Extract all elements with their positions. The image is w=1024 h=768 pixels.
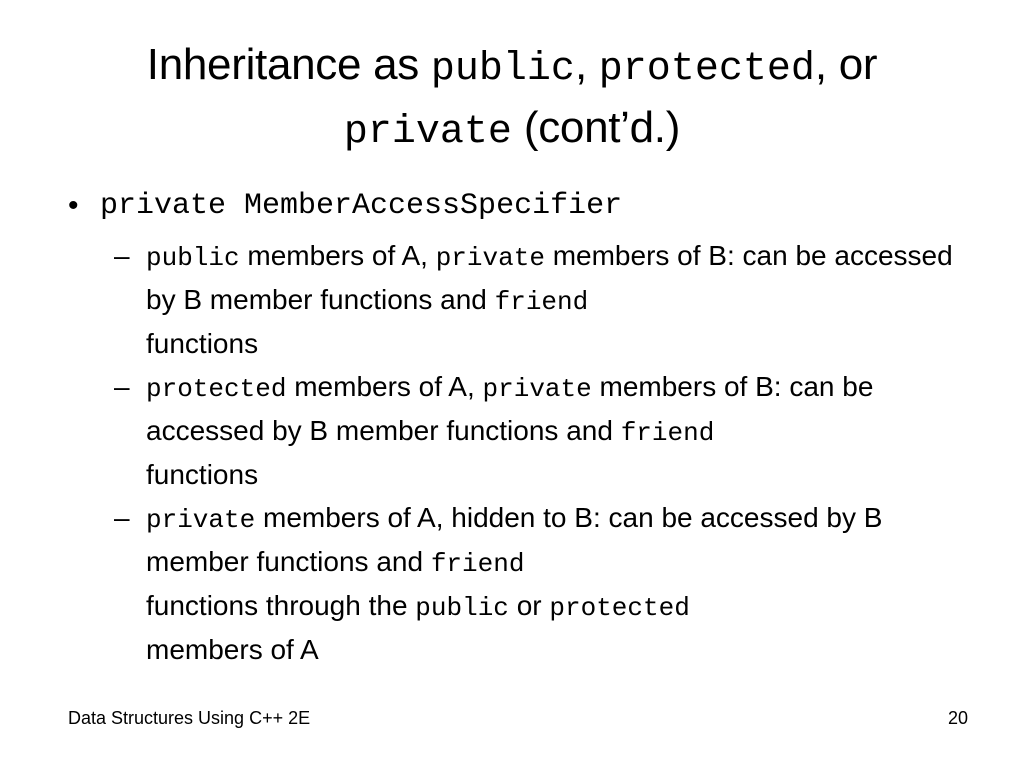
code-protected: protected [549, 593, 690, 623]
text-segment: members of A, [286, 371, 483, 402]
code-public: public [415, 593, 509, 623]
text-segment: members of B: can be accessed by B member functions and [146, 371, 874, 446]
slide-title [40, 36, 984, 162]
title-code-private: private [343, 110, 512, 155]
code-friend: friend [620, 418, 715, 448]
sub-item-dash: – [114, 371, 130, 402]
sub-item-text [146, 235, 974, 365]
sub-item-text [146, 366, 974, 496]
title-text-3: , or [814, 40, 878, 89]
text-segment: or [508, 590, 550, 621]
text-segment: members of A [146, 634, 319, 665]
title-text-4: (cont’d.) [511, 103, 681, 152]
title-text-2: , [574, 40, 599, 89]
code-private: private [482, 374, 592, 404]
text-segment: functions through the [146, 590, 416, 621]
bullet-text: private MemberAccessSpecifier [100, 189, 623, 223]
text-segment: functions [146, 459, 259, 490]
title-code-protected: protected [598, 47, 815, 92]
footer-book-title: Data Structures Using C++ 2E [68, 708, 311, 728]
text-segment: functions [146, 328, 259, 359]
sub-item-text [146, 497, 974, 671]
code-private: private [435, 243, 545, 273]
text-segment: members of B: can be accessed by B member functions and [146, 240, 953, 315]
title-code-public: public [430, 47, 575, 92]
slide-number: 20 [947, 708, 968, 728]
code-friend: friend [430, 549, 525, 579]
sub-item-dash: – [114, 240, 130, 271]
bullet-dot: • [68, 189, 79, 222]
code-public: public [146, 243, 240, 273]
title-text-1: Inheritance as [146, 40, 431, 89]
code-friend: friend [494, 287, 589, 317]
sub-item-dash: – [114, 502, 130, 533]
text-segment: members of A, [239, 240, 436, 271]
code-private: private [146, 505, 256, 535]
text-segment: members of A, hidden to B: can be accessed by B member functions and [146, 502, 883, 577]
code-protected: protected [146, 374, 287, 404]
